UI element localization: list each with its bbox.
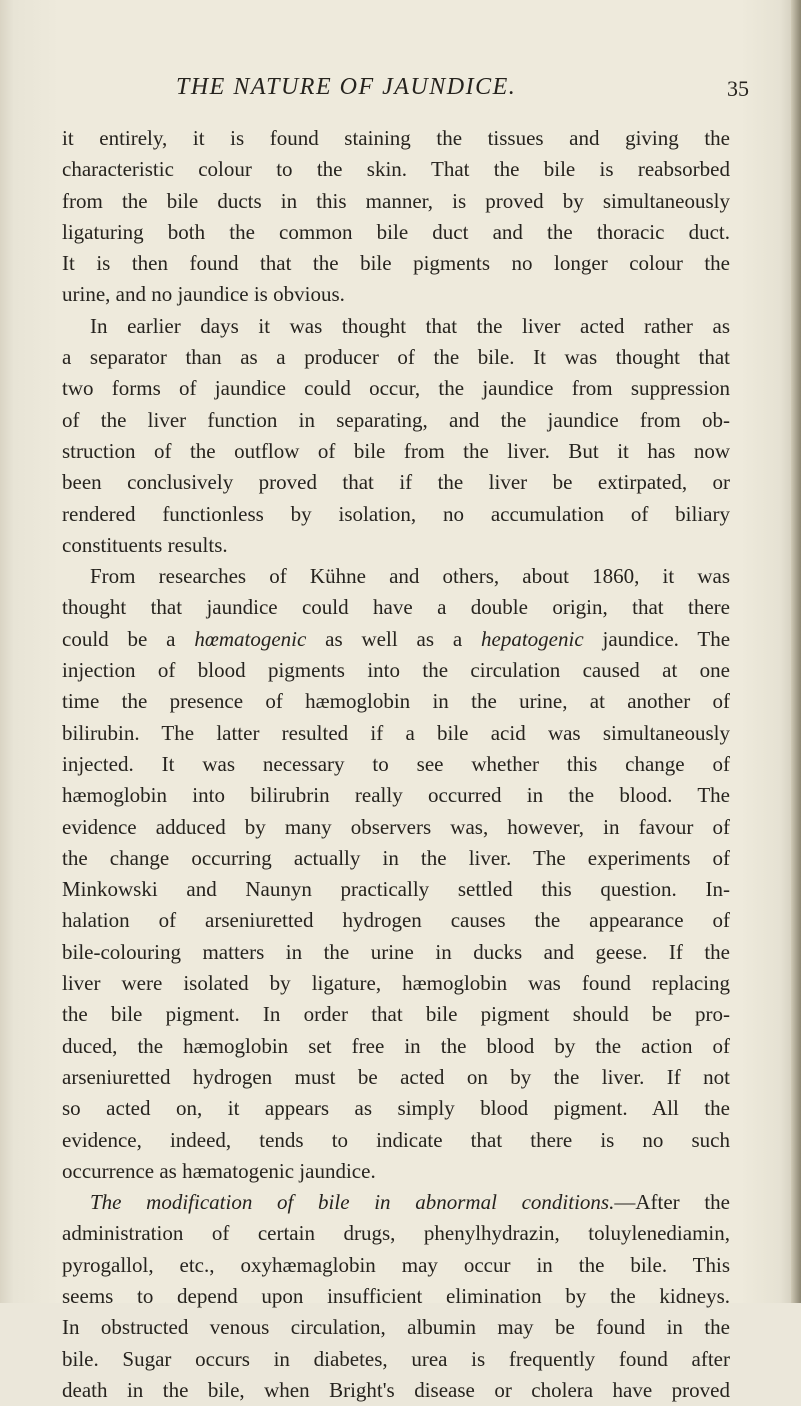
text-run: as well as a [306,626,482,651]
text-line: arseniuretted hydrogen must be acted on by the liver. If not [62,1064,730,1089]
section-heading-line [62,1187,730,1218]
text-line: bile-colouring matters in the urine in ducks and geese. If the [62,939,730,964]
text-run: could be a [62,626,195,651]
text-line: ligaturing both the common bile duct and the thoracic duct. [62,219,730,244]
italic-section-heading: The modification of bile in abnormal conditions. [90,1190,615,1215]
text-line: it entirely, it is found staining the tissues and giving the [62,126,730,150]
text-line: constituents results. [62,532,228,557]
text-line: In obstructed venous circulation, albumin may be found in the [62,1315,730,1340]
text-line: injection of blood pigments into the circulation caused at one [62,658,730,683]
text-line: halation of arseniuretted hydrogen causes the appearance of [62,908,730,933]
italic-term: hepatogenic [481,626,584,651]
text-line: death in the bile, when Bright's disease or cholera have proved [62,1377,730,1402]
text-line: been conclusively proved that if the liver be extirpated, or [62,470,730,495]
text-line: two forms of jaundice could occur, the jaundice from suppression [62,376,730,401]
text-line: the change occurring actually in the liver. The experiments of [62,845,730,870]
page-edge-shadow [791,0,801,1303]
text-line: Minkowski and Naunyn practically settled this question. In- [62,877,730,902]
text-line: thought that jaundice could have a double origin, that there [62,595,730,620]
text-line: from the bile ducts in this manner, is proved by simultaneously [62,188,730,213]
text-line-with-italics [62,624,730,655]
body-text [62,123,730,1406]
text-line: pyrogallol, etc., oxyhæmaglobin may occur in the bile. This [62,1252,730,1277]
text-line: In earlier days it was thought that the liver acted rather as [90,313,730,338]
text-line: hæmoglobin into bilirubrin really occurred in the blood. The [62,783,730,808]
text-line: so acted on, it appears as simply blood pigment. All the [62,1096,730,1121]
text-line: rendered functionless by isolation, no accumulation of biliary [62,501,730,526]
text-line: duced, the hæmoglobin set free in the blood by the action of [62,1033,730,1058]
italic-term: hœmatogenic [194,626,307,651]
text-line: struction of the outflow of bile from the liver. But it has now [62,438,730,463]
text-line: seems to depend upon insufficient elimination by the kidneys. [62,1283,730,1308]
text-line: administration of certain drugs, phenylhydrazin, toluylenediamin, [62,1221,730,1246]
text-line: evidence adduced by many observers was, however, in favour of [62,814,730,839]
text-line: of the liver function in separating, and the jaundice from ob- [62,407,730,432]
running-title: THE NATURE OF JAUNDICE. [176,74,517,100]
text-line: evidence, indeed, tends to indicate that there is no such [62,1127,730,1152]
text-run: —After the [614,1190,730,1215]
text-line: occurrence as hæmatogenic jaundice. [62,1158,376,1183]
page-number: 35 [727,76,749,101]
text-line: characteristic colour to the skin. That the bile is reabsorbed [62,157,730,182]
text-line: It is then found that the bile pigments no longer colour the [62,251,730,276]
text-line: urine, and no jaundice is obvious. [62,282,345,307]
text-line: the bile pigment. In order that bile pigment should be pro- [62,1002,730,1027]
text-line: From researches of Kühne and others, about 1860, it was [90,564,730,589]
text-run: jaundice. The [583,626,731,651]
text-line: bile. Sugar occurs in diabetes, urea is frequently found after [62,1346,730,1371]
text-line: injected. It was necessary to see whether this change of [62,751,730,776]
text-line: bilirubin. The latter resulted if a bile acid was simultaneously [62,720,730,745]
text-line: time the presence of hæmoglobin in the urine, at another of [62,689,730,714]
text-line: a separator than as a producer of the bile. It was thought that [62,345,730,370]
text-line: liver were isolated by ligature, hæmoglobin was found replacing [62,971,730,996]
